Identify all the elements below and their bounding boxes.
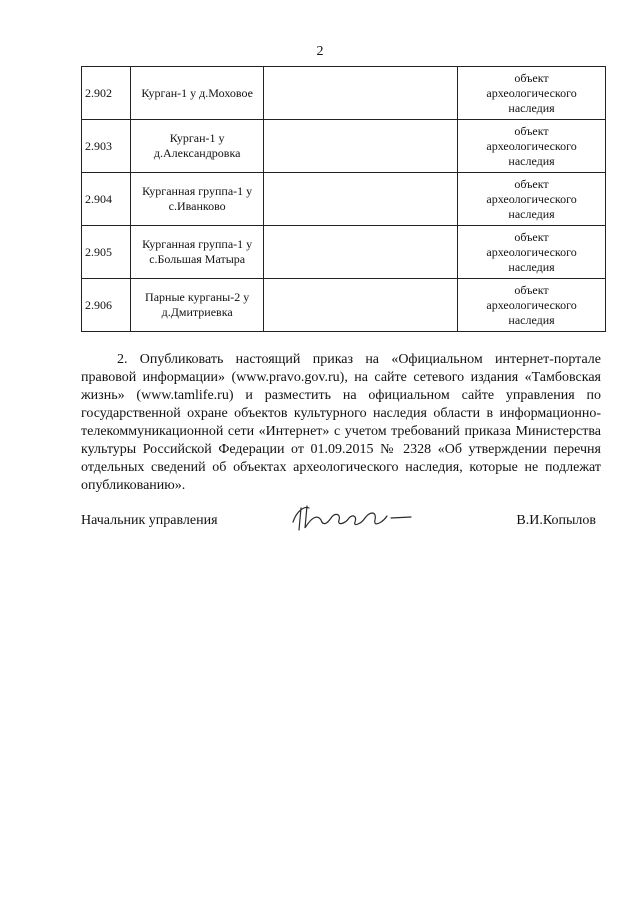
- row-number: 2.906: [82, 279, 131, 332]
- object-category: объект археологического наследия: [486, 176, 577, 221]
- object-category: объект археологического наследия: [486, 70, 577, 115]
- heritage-table: [81, 66, 606, 332]
- object-category-cell: [458, 279, 606, 332]
- object-name: Курганная группа-1 у с.Иванково: [131, 173, 264, 226]
- table-row: [82, 173, 606, 226]
- object-category-cell: [458, 173, 606, 226]
- signer-title: Начальник управления: [81, 513, 218, 528]
- object-category: объект археологического наследия: [486, 229, 577, 274]
- object-category: объект археологического наследия: [486, 123, 577, 168]
- empty-cell: [264, 226, 458, 279]
- object-name: Курган-1 у д.Александровка: [131, 120, 264, 173]
- object-name: Парные курганы-2 у д.Дмитриевка: [131, 279, 264, 332]
- publication-paragraph: 2. Опубликовать настоящий приказ на «Официальном интернет-портале правовой информации» (www.pravo.gov.ru), на сайте сетевого издания «Тамбовская жизнь» (www.tamlife.ru) и разместить на официальном сайте управления по государственной охране объектов культурного наследия области в информационно-телекоммуникационной сети «Интернет» с учетом требований приказа Министерства культуры Российской Федерации от 01.09.2015 № 2328 «Об утверждении перечня отдельных сведений об объектах археологического наследия, которые не подлежат опубликованию».: [81, 352, 601, 493]
- row-number: 2.904: [82, 173, 131, 226]
- handwritten-signature: [287, 500, 437, 536]
- table-row: [82, 120, 606, 173]
- table-row: [82, 279, 606, 332]
- object-category-cell: [458, 120, 606, 173]
- empty-cell: [264, 279, 458, 332]
- page-number: 2: [316, 44, 324, 59]
- table-row: [82, 67, 606, 120]
- object-name: Курганная группа-1 у с.Большая Матыра: [131, 226, 264, 279]
- signer-name: В.И.Копылов: [516, 513, 596, 528]
- signature-block: [81, 510, 601, 540]
- object-category-cell: [458, 67, 606, 120]
- row-number: 2.905: [82, 226, 131, 279]
- empty-cell: [264, 120, 458, 173]
- row-number: 2.902: [82, 67, 131, 120]
- object-name: Курган-1 у д.Моховое: [131, 67, 264, 120]
- empty-cell: [264, 173, 458, 226]
- row-number: 2.903: [82, 120, 131, 173]
- empty-cell: [264, 67, 458, 120]
- table-row: [82, 226, 606, 279]
- object-category-cell: [458, 226, 606, 279]
- object-category: объект археологического наследия: [486, 282, 577, 327]
